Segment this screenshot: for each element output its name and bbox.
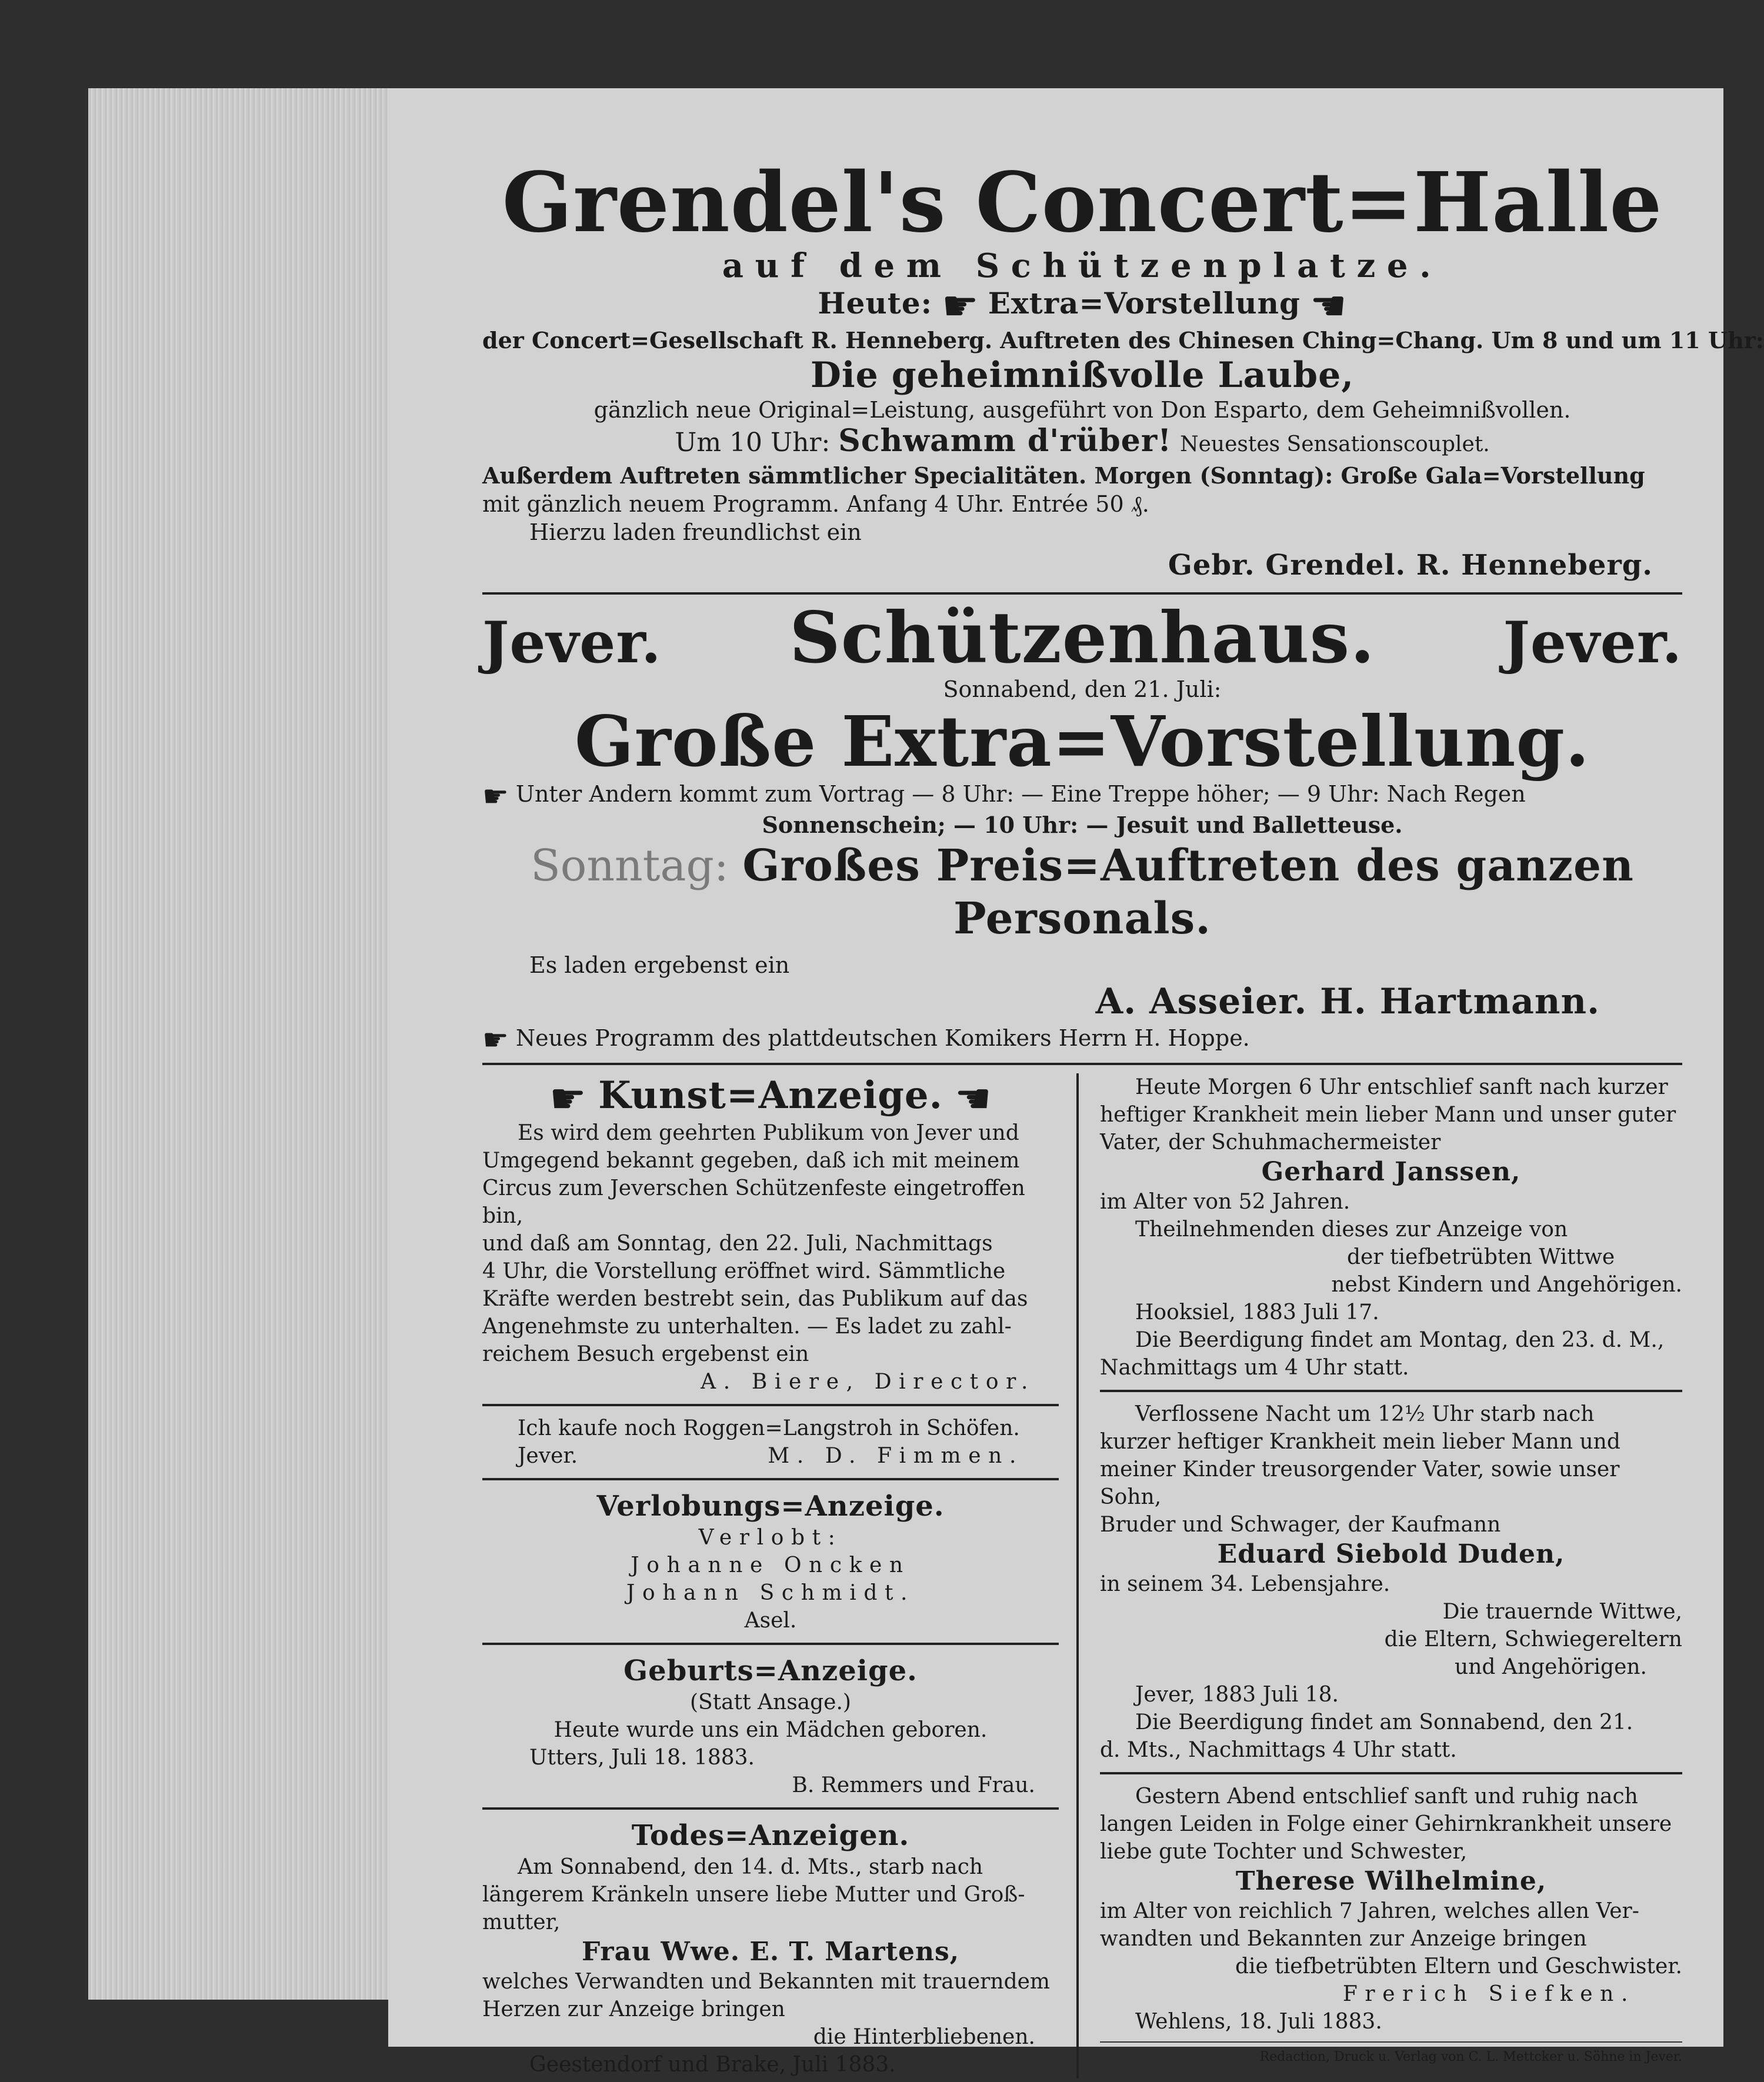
two-column-notices bbox=[482, 1073, 1682, 2078]
todes-line-1: längerem Kränkeln unsere liebe Mutter und Groß- bbox=[482, 1882, 1025, 1907]
duden-place: Jever, 1883 Juli 18. bbox=[1135, 1683, 1339, 1707]
pointing-hand-left-icon: ☛ bbox=[1309, 282, 1347, 330]
duden-signer-3: und Angehörigen. bbox=[1455, 1655, 1647, 1679]
siefken-signer-2: Frerich Siefken. bbox=[1342, 1982, 1635, 2006]
pointing-hand-right-icon: ☛ bbox=[482, 779, 509, 813]
janssen-signer-2: nebst Kindern und Angehörigen. bbox=[1331, 1273, 1682, 1297]
schuetzenhaus-date: Sonnabend, den 21. Juli: bbox=[943, 676, 1222, 702]
janssen-line-1: heftiger Krankheit mein lieber Mann und unser guter bbox=[1100, 1103, 1676, 1127]
kunst-line-0: Es wird dem geehrten Publikum von Jever und bbox=[518, 1120, 1019, 1145]
schuetzenhaus-place-right: Jever. bbox=[1503, 609, 1682, 676]
schuetzenhaus-signers: A. Asseier. H. Hartmann. bbox=[1095, 980, 1600, 1022]
divider-rule bbox=[1100, 1772, 1682, 1774]
todes-line-0: Am Sonnabend, den 14. d. Mts., starb nach bbox=[518, 1854, 983, 1879]
geburt-note: (Statt Ansage.) bbox=[690, 1690, 851, 1714]
divider-rule bbox=[482, 1807, 1059, 1810]
schuetzenhaus-line-1 bbox=[482, 780, 1682, 811]
grendel-advertisement bbox=[482, 155, 1764, 584]
verlobung-title: Verlobungs=Anzeige. bbox=[596, 1489, 945, 1523]
schuetzenhaus-place-left: Jever. bbox=[482, 609, 662, 676]
janssen-line-2: Vater, der Schuhmachermeister bbox=[1100, 1130, 1441, 1155]
duden-burial-1: Die Beerdigung findet am Sonnabend, den 21. bbox=[1135, 1710, 1633, 1734]
siefken-place: Wehlens, 18. Juli 1883. bbox=[1135, 2010, 1382, 2034]
schuetzenhaus-sunday-text: Großes Preis=Auftreten des ganzen bbox=[742, 840, 1634, 891]
duden-name: Eduard Siebold Duden, bbox=[1217, 1539, 1565, 1569]
grendel-subtitle: auf dem Schützenplatze. bbox=[722, 246, 1443, 285]
divider-rule bbox=[482, 1643, 1059, 1645]
roggen-line: Ich kaufe noch Roggen=Langstroh in Schöfen. bbox=[518, 1416, 1020, 1440]
kunst-title: Kunst=Anzeige. bbox=[598, 1073, 943, 1117]
pointing-hand-right-icon: ☛ bbox=[942, 282, 979, 330]
schuetzenhaus-sunday-label: Sonntag: bbox=[531, 840, 729, 891]
grendel-signers: Gebr. Grendel. R. Henneberg. bbox=[1168, 549, 1653, 582]
duden-line-3: Bruder und Schwager, der Kaufmann bbox=[1100, 1513, 1501, 1537]
kunst-line-2: Circus zum Jeverschen Schützenfeste eingetroffen bin, bbox=[482, 1176, 1025, 1228]
janssen-burial-2: Nachmittags um 4 Uhr statt. bbox=[1100, 1356, 1409, 1380]
siefken-line2-0: im Alter von reichlich 7 Jahren, welches allen Ver- bbox=[1100, 1899, 1639, 1923]
grendel-today-label: Heute: bbox=[818, 286, 933, 321]
schuetzenhaus-sunday-line bbox=[482, 839, 1682, 892]
geburt-signer: B. Remmers und Frau. bbox=[792, 1773, 1035, 1797]
siefken-notice bbox=[1100, 1783, 1682, 2036]
duden-line-2: meiner Kinder treusorgender Vater, sowie unser Sohn, bbox=[1100, 1457, 1620, 1509]
grendel-line-6: Hierzu laden freundlichst ein bbox=[529, 519, 862, 545]
duden-line-0: Verflossene Nacht um 12½ Uhr starb nach bbox=[1135, 1402, 1595, 1426]
verlobung-name-1: Johanne Oncken bbox=[631, 1553, 911, 1577]
grendel-line-4: Außerdem Auftreten sämmtlicher Specialitäten. Morgen (Sonntag): Große Gala=Vorstellung bbox=[482, 462, 1645, 489]
roggen-notice bbox=[482, 1414, 1059, 1470]
roggen-place: Jever. bbox=[518, 1443, 578, 1468]
kunst-title-line bbox=[482, 1073, 1059, 1123]
kunst-line-3: und daß am Sonntag, den 22. Juli, Nachmittags bbox=[482, 1231, 993, 1256]
schuetzenhaus-program-line bbox=[482, 1024, 1682, 1055]
janssen-line-0: Heute Morgen 6 Uhr entschlief sanft nach kurzer bbox=[1135, 1075, 1668, 1099]
siefken-line-0: Gestern Abend entschlief sanft und ruhig nach bbox=[1135, 1784, 1638, 1809]
todes-signer: die Hinterbliebenen. bbox=[813, 2024, 1035, 2049]
divider-rule bbox=[482, 1404, 1059, 1406]
duden-signer-2: die Eltern, Schwiegereltern bbox=[1384, 1627, 1682, 1651]
divider-rule bbox=[482, 1063, 1682, 1065]
duden-signer-1: Die trauernde Wittwe, bbox=[1442, 1600, 1682, 1624]
grendel-laube: Die geheimnißvolle Laube, bbox=[810, 355, 1355, 396]
schuetzenhaus-sunday-text-2: Personals. bbox=[953, 893, 1212, 944]
pointing-hand-right-icon: ☛ bbox=[549, 1074, 586, 1123]
left-column bbox=[482, 1073, 1079, 2078]
grendel-today-line bbox=[482, 282, 1682, 330]
schuetzenhaus-header bbox=[482, 596, 1682, 679]
book-page-edges bbox=[88, 88, 396, 2000]
todes-line2-1: Herzen zur Anzeige bringen bbox=[482, 1997, 785, 2021]
grendel-line-2: gänzlich neue Original=Leistung, ausgeführt von Don Esparto, dem Geheimnißvollen. bbox=[593, 397, 1571, 423]
duden-burial-2: d. Mts., Nachmittags 4 Uhr statt. bbox=[1100, 1738, 1457, 1762]
grendel-extra-label: Extra=Vorstellung bbox=[988, 286, 1301, 321]
kunst-line-1: Umgegend bekannt gegeben, daß ich mit meinem bbox=[482, 1148, 1020, 1173]
geburt-title: Geburts=Anzeige. bbox=[623, 1654, 918, 1687]
grendel-line-1: der Concert=Gesellschaft R. Henneberg. Auftreten des Chinesen Ching=Chang. Um 8 und um 11 Uhr: bbox=[482, 327, 1764, 353]
janssen-notice bbox=[1100, 1073, 1682, 1382]
janssen-age: im Alter von 52 Jahren. bbox=[1100, 1190, 1350, 1214]
grendel-line-3-post: Neuestes Sensationscouplet. bbox=[1180, 432, 1490, 456]
kunst-signer: A. Biere, Director. bbox=[701, 1369, 1035, 1394]
geburts-anzeige bbox=[482, 1653, 1059, 1799]
divider-rule bbox=[1100, 2041, 1682, 2043]
kunst-line-4: 4 Uhr, die Vorstellung eröffnet wird. Sämmtliche bbox=[482, 1259, 1006, 1283]
janssen-signer-1: der tiefbetrübten Wittwe bbox=[1347, 1245, 1615, 1269]
grendel-line-5: mit gänzlich neuem Programm. Anfang 4 Uhr. Entrée 50 ₰. bbox=[482, 491, 1149, 517]
verlobung-label: Verlobt: bbox=[698, 1525, 843, 1550]
schuetzenhaus-advertisement bbox=[482, 596, 1682, 1057]
schuetzenhaus-headline: Große Extra=Vorstellung. bbox=[574, 700, 1590, 782]
todes-line2-0: welches Verwandten und Bekannten mit trauerndem bbox=[482, 1969, 1051, 1994]
roggen-signer: M. D. Fimmen. bbox=[768, 1443, 1023, 1468]
janssen-burial-1: Die Beerdigung findet am Montag, den 23. d. M., bbox=[1135, 1328, 1665, 1352]
janssen-name: Gerhard Janssen, bbox=[1261, 1157, 1521, 1187]
roggen-sign-row bbox=[482, 1442, 1059, 1470]
page-content bbox=[482, 155, 1764, 2078]
todes-place: Geestendorf und Brake, Juli 1883. bbox=[529, 2052, 896, 2077]
divider-rule bbox=[1100, 1390, 1682, 1392]
siefken-signer-1: die tiefbetrübten Eltern und Geschwister. bbox=[1235, 1954, 1682, 1978]
todes-line-2: mutter, bbox=[482, 1910, 561, 1934]
grendel-line-3 bbox=[482, 424, 1682, 462]
newspaper-page bbox=[388, 88, 1764, 2077]
kunst-line-5: Kräfte werden bestrebt sein, das Publikum auf das bbox=[482, 1286, 1028, 1311]
duden-line-1: kurzer heftiger Krankheit mein lieber Mann und bbox=[1100, 1430, 1620, 1454]
grendel-line-3-title: Schwamm d'rüber! bbox=[838, 423, 1172, 459]
duden-age: in seinem 34. Lebensjahre. bbox=[1100, 1572, 1390, 1596]
siefken-line-1: langen Leiden in Folge einer Gehirnkrankheit unsere bbox=[1100, 1812, 1672, 1836]
imprint-footer: Redaction, Druck u. Verlag von C. L. Mettcker u. Söhne in Jever. bbox=[1259, 2050, 1682, 2064]
verlobung-place: Asel. bbox=[744, 1608, 797, 1633]
right-column bbox=[1079, 1073, 1682, 2078]
grendel-line-3-pre: Um 10 Uhr: bbox=[675, 428, 831, 458]
pointing-hand-left-icon: ☛ bbox=[955, 1074, 992, 1123]
todes-title: Todes=Anzeigen. bbox=[631, 1819, 910, 1852]
grendel-title: Grendel's Concert=Halle bbox=[502, 155, 1663, 251]
kunst-line-6: Angenehmste zu unterhalten. — Es ladet zu zahl- bbox=[482, 1314, 1012, 1339]
todes-anzeigen bbox=[482, 1818, 1059, 2078]
schuetzenhaus-line-1-text: Unter Andern kommt zum Vortrag — 8 Uhr: — Eine Treppe höher; — 9 Uhr: Nach Regen bbox=[515, 781, 1526, 807]
kunst-line-7: reichem Besuch ergebenst ein bbox=[482, 1342, 809, 1366]
schuetzenhaus-line-2: Sonnenschein; — 10 Uhr: — Jesuit und Balletteuse. bbox=[762, 811, 1403, 838]
todes-name: Frau Wwe. E. T. Martens, bbox=[581, 1936, 960, 1967]
kunst-anzeige bbox=[482, 1073, 1059, 1396]
siefken-line2-1: wandten und Bekannten zur Anzeige bringen bbox=[1100, 1927, 1587, 1951]
janssen-notice-line: Theilnehmenden dieses zur Anzeige von bbox=[1135, 1217, 1568, 1242]
verlobung-name-2: Johann Schmidt. bbox=[626, 1580, 915, 1605]
geburt-place: Utters, Juli 18. 1883. bbox=[529, 1745, 755, 1770]
janssen-place: Hooksiel, 1883 Juli 17. bbox=[1135, 1300, 1379, 1324]
siefken-name: Therese Wilhelmine, bbox=[1235, 1866, 1547, 1896]
divider-rule bbox=[482, 592, 1682, 595]
divider-rule bbox=[482, 1478, 1059, 1480]
duden-notice bbox=[1100, 1400, 1682, 1764]
schuetzenhaus-invite: Es laden ergebenst ein bbox=[529, 952, 790, 978]
schuetzenhaus-program: Neues Programm des plattdeutschen Komikers Herrn H. Hoppe. bbox=[515, 1025, 1250, 1051]
schuetzenhaus-title: Schützenhaus. bbox=[789, 596, 1375, 679]
pointing-hand-right-icon: ☛ bbox=[482, 1023, 509, 1057]
geburt-line: Heute wurde uns ein Mädchen geboren. bbox=[553, 1717, 988, 1742]
verlobung-anzeige bbox=[482, 1489, 1059, 1634]
siefken-line-2: liebe gute Tochter und Schwester, bbox=[1100, 1840, 1468, 1864]
